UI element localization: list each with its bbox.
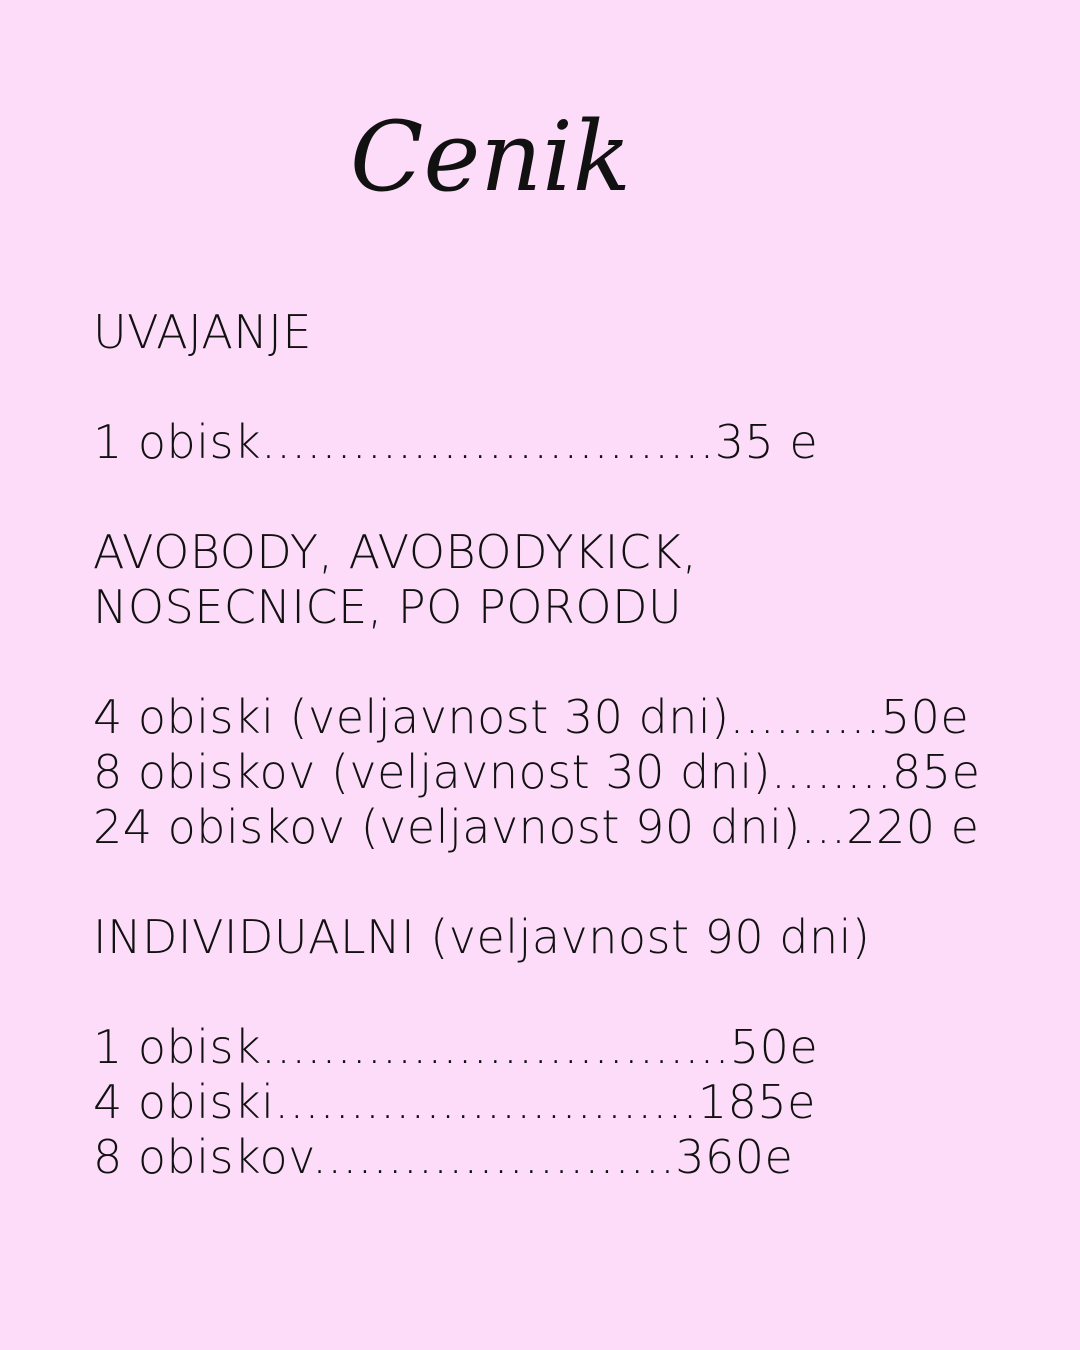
title-text: Cenik <box>350 101 631 213</box>
section-heading-uvajanje: UVAJANJE <box>93 305 312 359</box>
price-item: 4 obiski............................185e <box>93 1075 816 1129</box>
price-item: 24 obiskov (veljavnost 90 dni)...220 e <box>93 800 980 854</box>
price-item: 8 obiskov........................360e <box>93 1130 794 1184</box>
section-heading-avobody: AVOBODY, AVOBODYKICK, <box>93 525 698 579</box>
page-title <box>330 90 750 220</box>
price-list <box>93 305 1053 1185</box>
price-item: 8 obiskov (veljavnost 30 dni)........85e <box>93 745 981 799</box>
price-item: 1 obisk..............................35 e <box>93 415 819 469</box>
section-heading-individualni: INDIVIDUALNI (veljavnost 90 dni) <box>93 910 871 964</box>
title-script <box>330 90 750 220</box>
section-heading-avobody-line-2: NOSECNICE, PO PORODU <box>93 580 683 634</box>
price-item: 1 obisk...............................50e <box>93 1020 819 1074</box>
price-item: 4 obiski (veljavnost 30 dni)..........50e <box>93 690 970 744</box>
